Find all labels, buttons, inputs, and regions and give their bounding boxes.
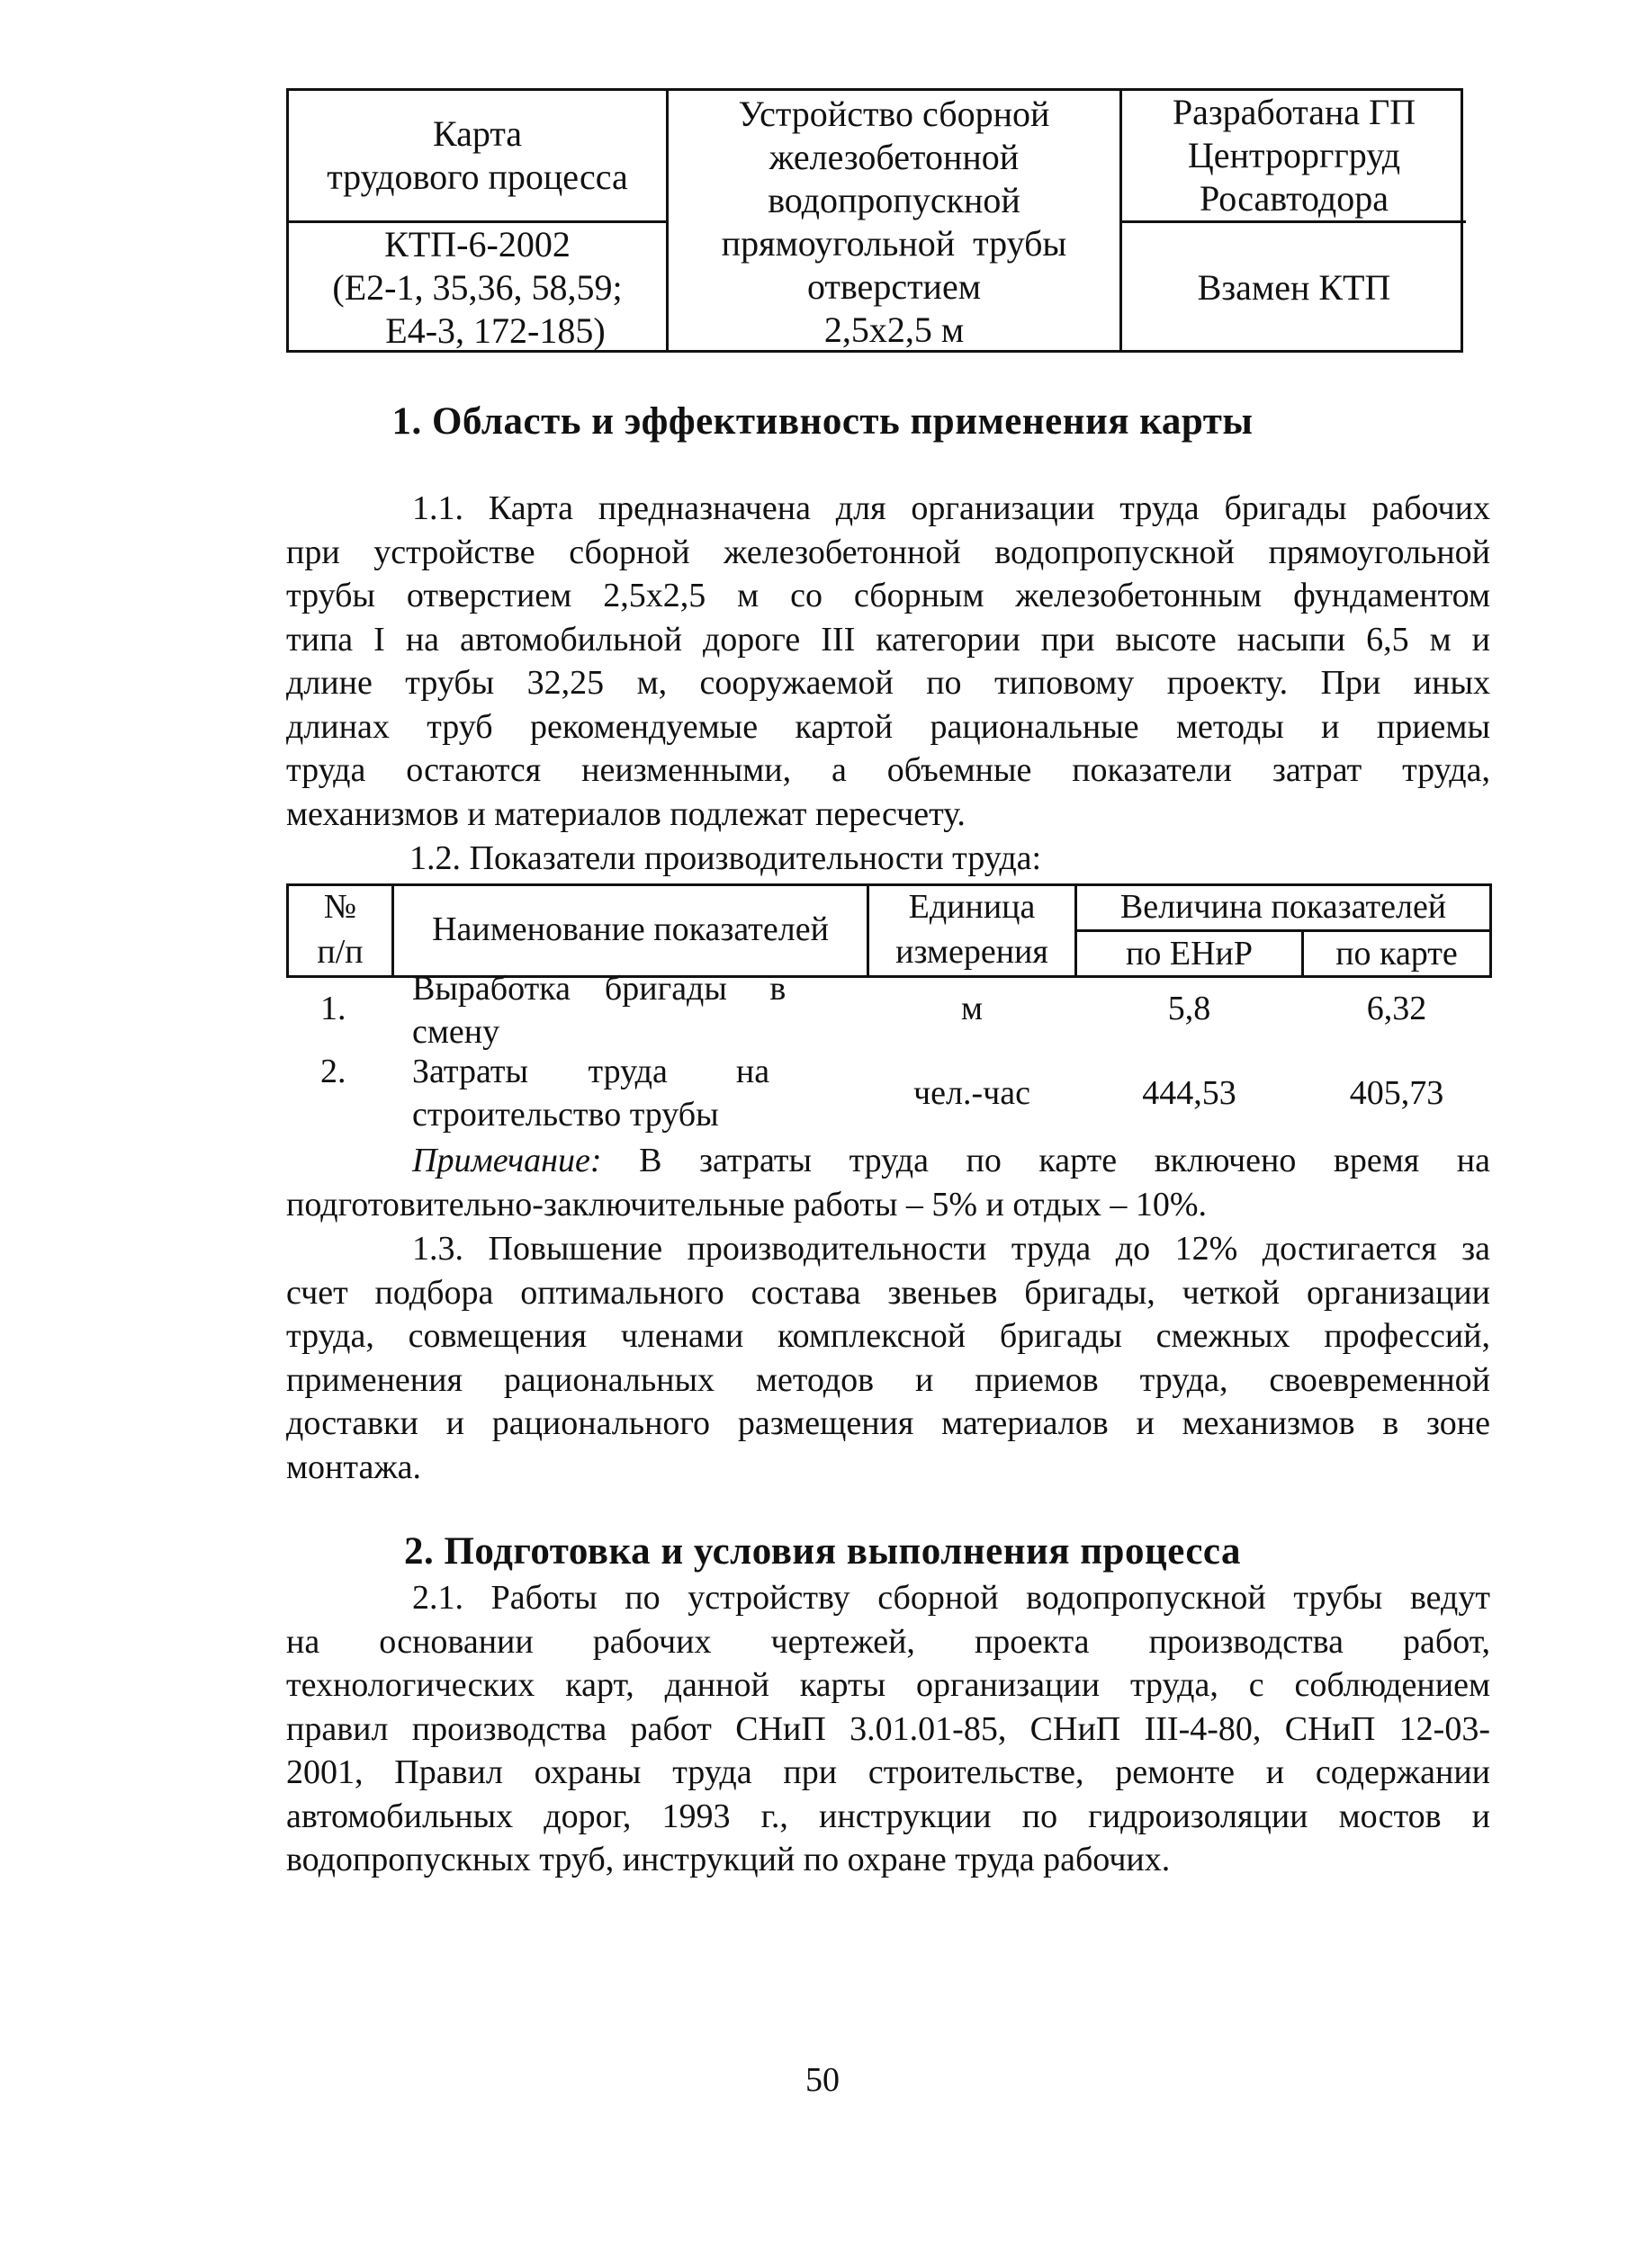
replaces-cell [1122, 223, 1466, 353]
text-line: труда, совмещения членами комплексной бригады смежных профессий, [286, 1317, 1490, 1355]
text-line: автомобильных дорог, 1993 г., инструкции по гидроизоляции мостов и [286, 1797, 1490, 1835]
card-code-ref-2: Е4-3, 172-185) [385, 310, 606, 351]
col-header-value: Величина показателей [1119, 888, 1447, 926]
note-label: Примечание: [412, 1142, 602, 1179]
note-line-1 [286, 1139, 1490, 1183]
page-number: 50 [805, 2061, 840, 2099]
row-unit: м [960, 990, 984, 1027]
note [286, 1139, 1490, 1226]
text-line: трубы отверстием 2,5х2,5 м со сборным железобетонным фундаментом [286, 577, 1490, 614]
text-line: счет подбора оптимального состава звеньев бригады, четкой организации [286, 1273, 1490, 1312]
text-line: механизмов и материалов подлежат пересчету. [286, 794, 966, 833]
section-2-title: 2. Подготовка и условия выполнения процесса [403, 1530, 1242, 1573]
text-line: 1.3. Повышение производительности труда до 12% достигается за [412, 1230, 1490, 1268]
paragraph-2-1 [286, 1576, 1490, 1882]
text-line: 2.1. Работы по устройству сборной водопропускной трубы ведут [412, 1579, 1490, 1617]
developer-line: Росавтодора [1199, 178, 1389, 219]
text-line: на основании рабочих чертежей, проекта производства работ, [286, 1622, 1490, 1661]
col-header-num-l2: п/п [317, 933, 364, 971]
col-header-unit-l1: Единица [908, 888, 1036, 926]
text-line: применения рациональных методов и приемов труда, своевременной [286, 1360, 1490, 1399]
card-title-line-2: трудового процесса [327, 157, 628, 197]
indicator-table [286, 883, 1492, 977]
row-enir: 5,8 [1167, 990, 1211, 1027]
note-line-2: подготовительно-заключительные работы – 5% и отдых – 10%. [286, 1185, 1207, 1224]
subject-line: 2,5х2,5 м [823, 309, 965, 350]
row-name-line-2: строительство трубы [412, 1096, 719, 1134]
card-title-cell [289, 91, 666, 220]
subject-line: отверстием [806, 265, 982, 307]
header-table [286, 88, 1463, 353]
card-title-line-1: Карта [432, 113, 523, 154]
col-header-unit-l2: измерения [895, 933, 1048, 971]
text-line: длинах труб рекомендуемые картой рациональные методы и приемы [286, 707, 1490, 746]
card-code: КТП-6-2002 [384, 224, 571, 264]
col-header-unit [869, 887, 1074, 972]
row-card: 6,32 [1366, 990, 1427, 1027]
subject-line: железобетонной [769, 136, 1020, 177]
text-line: технологических карт, данной карты организации труда, с соблюдением [286, 1666, 1490, 1704]
text-line: 1.1. Карта предназначена для организации труда бригады рабочих [412, 489, 1490, 527]
text-line: водопропускных труб, инструкций по охране труда рабочих. [286, 1841, 1171, 1878]
text-line: доставки и рационального размещения материалов и механизмов в зоне [286, 1404, 1490, 1442]
col-header-card: по карте [1335, 935, 1458, 973]
paragraph-1-1 [286, 487, 1490, 836]
text-line: правил производства работ СНиП 3.01.01-85, СНиП III-4-80, СНиП 12-03- [286, 1709, 1490, 1748]
text-line: монтажа. [286, 1448, 421, 1486]
replaces-label: Взамен КТП [1197, 267, 1391, 308]
row-num: 1. [320, 990, 346, 1027]
col-header-name: Наименование показателей [432, 910, 829, 948]
card-code-ref-1: (Е2-1, 35,36, 58,59; [332, 267, 623, 308]
card-code-cell [289, 223, 666, 353]
text-line: 1.2. Показатели производительности труда: [409, 839, 1042, 877]
text-line: 2001, Правил охраны труда при строительстве, ремонте и содержании [286, 1753, 1490, 1791]
text-line: при устройстве сборной железобетонной водопропускной прямоугольной [286, 533, 1490, 571]
subject-line: прямоугольной трубы [721, 222, 1067, 264]
row-num: 2. [320, 1053, 346, 1090]
row-name-line-1: Затраты труда на [412, 1053, 770, 1090]
row-unit: чел.-час [913, 1074, 1030, 1112]
text-line: типа I на автомобильной дороге III категории при высоте насыпи 6,5 м и [286, 620, 1490, 659]
col-header-num-l1: № [323, 888, 357, 926]
col-header-num [289, 887, 391, 972]
row-name-line-2: смену [412, 1013, 500, 1051]
subject-line: водопропускной [768, 179, 1020, 220]
subject-line: Устройство сборной [738, 93, 1050, 134]
developer-line: Центрорггруд [1187, 135, 1401, 175]
row-enir: 444,53 [1142, 1074, 1236, 1112]
subject-cell [669, 91, 1119, 353]
row-card: 405,73 [1349, 1074, 1444, 1112]
text-line: длине трубы 32,25 м, сооружаемой по типовому проекту. При иных [286, 664, 1490, 702]
developer-line: Разработана ГП [1172, 92, 1416, 132]
col-header-enir: по ЕНиР [1126, 935, 1253, 973]
section-1-title: 1. Область и эффективность применения карты [391, 400, 1254, 443]
developer-cell [1122, 91, 1466, 220]
row-name-line-1: Выработка бригады в [412, 970, 787, 1008]
note-text: В затраты труда по карте включено время на [639, 1142, 1490, 1179]
text-line: труда остаются неизменными, а объемные показатели затрат труда, [286, 751, 1490, 789]
paragraph-1-3 [286, 1227, 1490, 1489]
paragraph-1-2 [409, 837, 1041, 881]
